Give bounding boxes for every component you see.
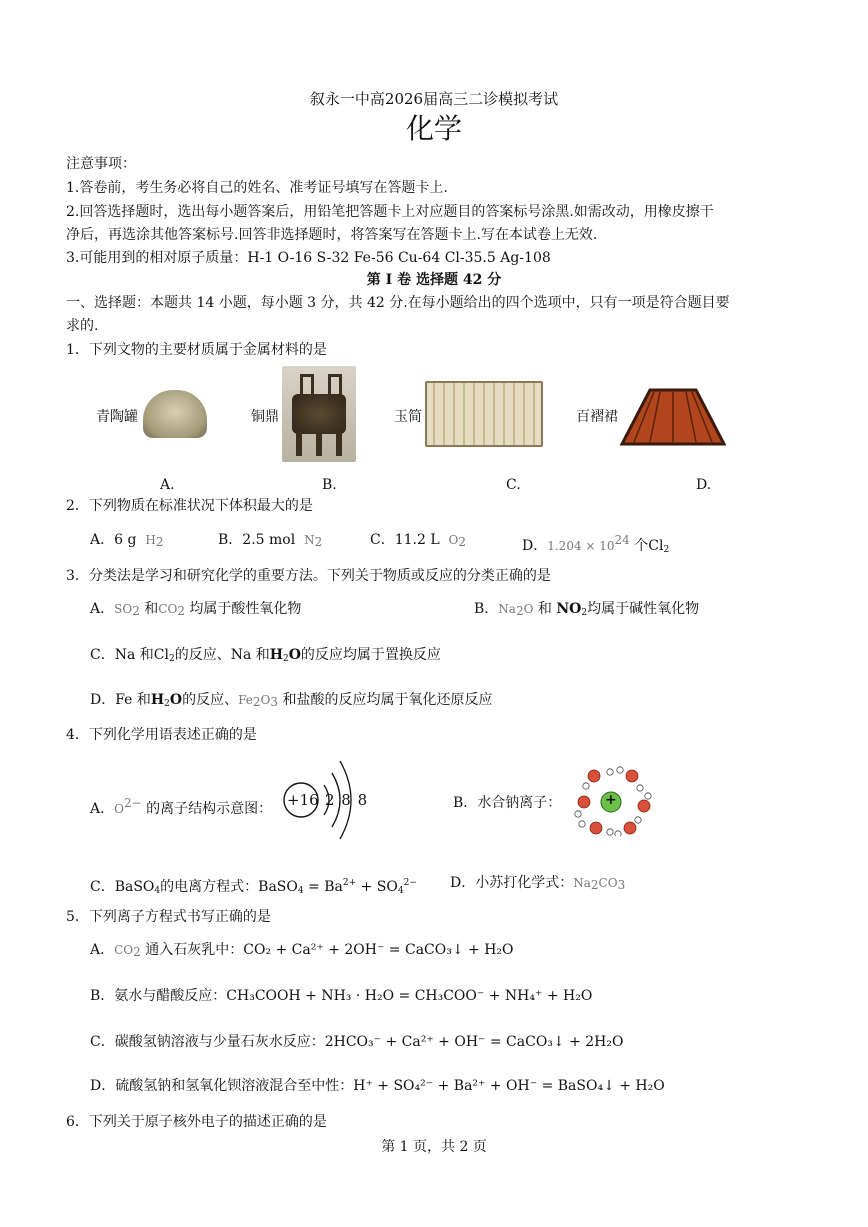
- q2-b-formula: N: [304, 533, 315, 547]
- q3-option-c: [90, 645, 441, 669]
- q3-a-prefix: A．: [90, 601, 115, 617]
- q4-option-d: [450, 873, 625, 895]
- q3-b-sub1: 2: [515, 604, 524, 618]
- q2-d-exponent: 24: [614, 533, 630, 547]
- jade-slips-image: [425, 381, 543, 447]
- q3-b-formula1b: O: [523, 602, 534, 616]
- q3-c-formula1: Cl: [153, 647, 169, 663]
- q3-d-sub2: 2: [252, 695, 261, 709]
- q4-c-eq-sub2: 4: [397, 886, 404, 896]
- q5-b-equation: CH₃COOH + NH₃ · H₂O = CH₃COO⁻ + NH₄⁺ + H₂O: [226, 988, 593, 1004]
- q5-a-middle: 通入石灰乳中：: [145, 942, 244, 958]
- q3-d-prefix: D．Fe 和: [90, 692, 151, 708]
- q3-a-text: 均属于酸性氧化物: [189, 601, 302, 617]
- q5-a-formula: CO: [114, 943, 134, 957]
- q3-d-formula1: H: [150, 692, 165, 708]
- q2-d-unit: 个: [634, 538, 649, 554]
- pleated-skirt-image: [620, 386, 726, 448]
- q4-c-eq-part1: BaSO: [258, 879, 298, 895]
- q3-d-middle: 的反应、: [182, 692, 239, 708]
- q4-d-formula: Na: [573, 876, 591, 890]
- q3-a-formula1: SO: [114, 602, 133, 616]
- q3-c-text: 的反应均属于置换反应: [300, 647, 441, 663]
- q4-c-sub: 4: [154, 886, 161, 896]
- q2-option-c: [370, 530, 466, 552]
- q3-c-sub2: 2: [282, 654, 289, 664]
- notice-line-1: 1.答卷前，考生务必将自己的姓名、准考证号填写在答题卡上.: [66, 180, 448, 196]
- q4-a-prefix: A．: [90, 801, 115, 817]
- q3-a-sub1: 2: [132, 604, 140, 618]
- q3-c-prefix: C．Na 和: [90, 647, 154, 663]
- notice-line-3: 3.可能用到的相对原子质量：H-1 O-16 S-32 Fe-56 Cu-64 Cl-35.5 Ag-108: [66, 250, 551, 266]
- q4-option-c: [90, 873, 417, 901]
- bronze-ding-image: [282, 366, 356, 462]
- q2-c-formula: O: [448, 533, 459, 547]
- q4-stem: 4．下列化学用语表述正确的是: [66, 727, 257, 743]
- q3-b-prefix: B．: [474, 601, 499, 617]
- q3-b-text: 均属于碱性氧化物: [587, 601, 700, 617]
- q3-b-sub2: 2: [581, 608, 588, 618]
- q5-option-d: [90, 1076, 665, 1096]
- q1-letter-b: B.: [322, 477, 337, 493]
- q3-stem: 3．分类法是学习和研究化学的重要方法。下列关于物质或反应的分类正确的是: [66, 568, 551, 584]
- q5-c-equation: 2HCO₃⁻ + Ca²⁺ + OH⁻ = CaCO₃↓ + 2H₂O: [324, 1034, 624, 1050]
- q3-c-formula2b: O: [288, 647, 301, 663]
- q4-c-eq-charge2: 2−: [403, 878, 417, 888]
- q1-label-a: 青陶罐: [96, 409, 138, 425]
- q4-c-middle: 的电离方程式：: [160, 879, 259, 895]
- q2-a-text: A．6 g: [90, 532, 137, 548]
- q2-option-b: [218, 530, 322, 552]
- q2-a-sub: 2: [155, 535, 164, 549]
- q3-d-text: 和盐酸的反应均属于氧化还原反应: [282, 692, 493, 708]
- q3-option-a: [90, 599, 301, 621]
- q4-c-eq-sub: 4: [297, 886, 304, 896]
- q3-option-b: [474, 599, 699, 623]
- q1-label-c: 玉简: [394, 409, 422, 425]
- nucleus-charge: +16: [287, 791, 319, 809]
- q3-d-formula2: Fe: [238, 693, 253, 707]
- q1-letter-a: A.: [160, 477, 175, 493]
- subject-title: 化学: [405, 112, 462, 145]
- electron-shells: 2 8 8: [325, 791, 369, 809]
- q3-b-and: 和: [537, 601, 552, 617]
- q5-a-sub: 2: [133, 945, 141, 959]
- pottery-jar-image: [143, 390, 207, 438]
- q5-option-b: [90, 986, 592, 1006]
- q4-a-text: 的离子结构示意图：: [146, 801, 273, 817]
- q5-option-c: [90, 1032, 623, 1052]
- q4-c-eq-charge: 2+: [342, 878, 357, 888]
- q2-a-formula: H: [145, 533, 156, 547]
- q4-d-sub: 2: [590, 878, 599, 892]
- q3-d-formula1b: O: [169, 692, 183, 708]
- q4-a-formula: O: [114, 802, 124, 816]
- q2-option-a: [90, 530, 163, 552]
- q4-a-charge: 2−: [123, 796, 142, 810]
- q1-letter-d: D.: [696, 477, 712, 493]
- page-number: 第 1 页，共 2 页: [381, 1139, 487, 1155]
- q4-d-formula2: CO: [598, 876, 618, 890]
- q3-a-and: 和: [144, 601, 159, 617]
- q5-a-prefix: A．: [90, 942, 115, 958]
- q2-b-text: B．2.5 mol: [218, 532, 296, 548]
- q2-stem: 2．下列物质在标准状况下体积最大的是: [66, 498, 313, 514]
- exam-title: 叙永一中高2026届高三二诊模拟考试: [309, 90, 559, 108]
- q4-option-b: B．水合钠离子：: [453, 795, 562, 811]
- ion-charge-sign: +: [605, 792, 617, 808]
- q1-letter-c: C.: [506, 477, 521, 493]
- notice-line-2a: 2.回答选择题时，选出每小题答案后，用铅笔把答题卡上对应题目的答案标号涂黑.如需改动，用橡皮擦干: [66, 204, 714, 220]
- section-intro-a: 一、选择题：本题共 14 小题，每小题 3 分，共 42 分.在每小题给出的四个选项中，只有一项是符合题目要: [66, 295, 730, 311]
- q2-c-sub: 2: [458, 535, 467, 549]
- q4-option-a: [90, 793, 272, 819]
- q2-c-text: C．11.2 L: [370, 532, 440, 548]
- q3-b-formula1: Na: [498, 602, 516, 616]
- q2-d-text: D．: [522, 538, 548, 554]
- q1-label-b: 铜鼎: [251, 409, 279, 425]
- q5-d-prefix: D．硫酸氢钠和氢氧化钡溶液混合至中性：: [90, 1078, 354, 1094]
- q5-stem: 5．下列离子方程式书写正确的是: [66, 909, 271, 925]
- q3-a-sub2: 2: [177, 604, 185, 618]
- q1-label-d: 百褶裙: [576, 409, 618, 425]
- q2-d-formula: Cl: [648, 538, 664, 554]
- section-title: 第 I 卷 选择题 42 分: [366, 272, 502, 288]
- q2-d-number: 1.204 × 10: [547, 539, 615, 553]
- section-intro-b: 求的.: [66, 318, 99, 334]
- q2-d-sub: 2: [663, 545, 670, 555]
- q5-a-equation: CO₂ + Ca²⁺ + 2OH⁻ = CaCO₃↓ + H₂O: [243, 942, 514, 958]
- q3-d-sub1: 2: [164, 699, 170, 709]
- q3-d-formula2b: O: [260, 693, 271, 707]
- q3-a-formula2: CO: [158, 602, 178, 616]
- q4-c-prefix: C．BaSO: [90, 879, 155, 895]
- notice-line-2b: 净后，再选涂其他答案标号.回答非选择题时，将答案写在答题卡上.写在本试卷上无效.: [66, 227, 598, 243]
- q2-option-d: [522, 530, 669, 560]
- q4-d-prefix: D．小苏打化学式：: [450, 875, 574, 891]
- q1-stem: 1．下列文物的主要材质属于金属材料的是: [66, 342, 327, 358]
- q5-d-equation: H⁺ + SO₄²⁻ + Ba²⁺ + OH⁻ = BaSO₄↓ + H₂O: [353, 1078, 665, 1094]
- q2-b-sub: 2: [314, 535, 323, 549]
- q6-stem: 6．下列关于原子核外电子的描述正确的是: [66, 1114, 327, 1130]
- q5-b-prefix: B．氨水与醋酸反应：: [90, 988, 227, 1004]
- q4-c-eq-part2: = Ba: [308, 879, 343, 895]
- q3-c-sub1: 2: [168, 654, 175, 664]
- q4-c-eq-part3: + SO: [360, 879, 398, 895]
- q3-c-formula2: H: [269, 647, 283, 663]
- q4-d-sub2: 3: [617, 878, 626, 892]
- q5-option-a: [90, 940, 514, 962]
- notice-title: 注意事项：: [66, 156, 136, 172]
- q5-c-prefix: C．碳酸氢钠溶液与少量石灰水反应：: [90, 1034, 325, 1050]
- q3-option-d: [90, 690, 492, 714]
- q3-b-formula2: NO: [556, 601, 582, 617]
- q3-d-sub3: 3: [270, 695, 278, 709]
- q3-c-middle: 的反应、Na 和: [174, 647, 270, 663]
